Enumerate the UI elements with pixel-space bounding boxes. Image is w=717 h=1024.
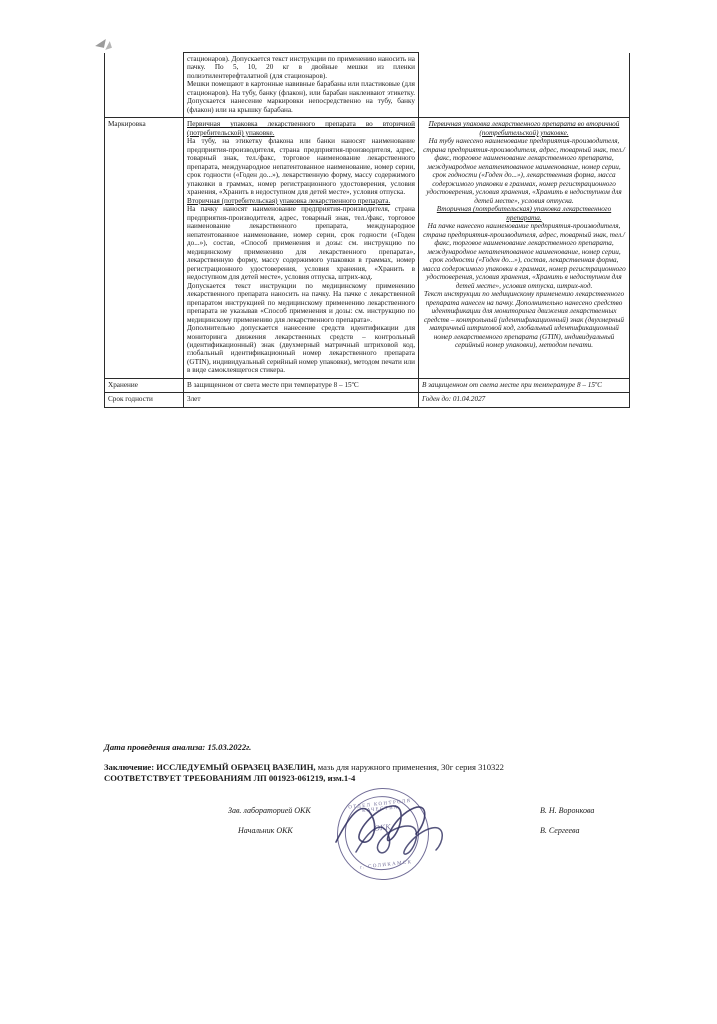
paragraph: На пачке нанесено наименование предприятия-производителя, страна предприятия-производителя, адрес, товарный знак, тел./факс, торговое наименование лекарственного препарата, международное непатентованное наименование, номер серии, срок годности («Годен до...»), состав, лекарственная форма, масса содержимого упаковки в граммах, номер регистрационного удостоверения, условия хранения, «Хранить в недоступном для детей месте», условия отпуска, штрих-код. <box>422 222 626 290</box>
paragraph-heading: Вторичная (потребительская) упаковка лекарственного препарата. <box>187 196 391 205</box>
analysis-date-label: Дата проведения анализа: <box>104 742 206 752</box>
stamp-bottom-text: г. СОЛИКАМСК <box>359 860 413 871</box>
conclusion-block <box>104 762 620 783</box>
paragraph-heading: Первичная упаковка лекарственного препарата во вторичной (потребительской) упаковке. <box>428 120 620 137</box>
paragraph-heading: Первичная упаковка лекарственного препарата во вторичной (потребительской) упаковке. <box>187 120 415 137</box>
row-label-cell: Срок годности <box>105 393 184 407</box>
paragraph: Дополнительно допускается нанесение средств идентификации для мониторинга движения лекарственных средств – контрольный (идентификационный) знак (двухмерный матричный штриховой код, глобальный идентификационный номер лекарственного препарата (GTIN), индивидуальный серийный номер упаковки), методом печати или в виде самоклеящегося стикера. <box>187 324 415 375</box>
table-row <box>105 53 630 118</box>
paragraph: На тубу нанесено наименование предприятия-производителя, страна предприятия-производителя, адрес, товарный знак, тел./факс, торговое наименование лекарственного препарата, международное непатентованное наименование, номер серии, срок годности («Годен до...»), лекарственная форма, масса содержимого упаковки в граммах, номер регистрационного удостоверения, условия хранения, «Хранить в недоступном для детей месте», условия отпуска. <box>423 137 625 205</box>
table-row <box>105 118 630 379</box>
table-row <box>105 393 630 407</box>
paragraph-heading: Вторичная (потребительская) упаковка лекарственного препарата. <box>436 205 612 222</box>
row-result-cell: В защищенном от света месте при температуре 8 – 15ºС <box>419 378 630 392</box>
specification-table <box>104 52 630 408</box>
paragraph: Мешки помещают в картонные навивные барабаны или пластиковые (для стационаров). На тубу, банку (флакон), или барабан наклеивают этикетку. Допускается нанесение маркировки непосредственно на тубу, банку (флакон) или на крышку барабана. <box>187 80 415 114</box>
row-label-cell <box>105 53 184 118</box>
stamp-top-text: ОТДЕЛ КОНТРОЛЯ КАЧЕСТВА <box>348 798 412 815</box>
row-requirement-cell <box>184 118 419 379</box>
analysis-date-value: 15.03.2022г. <box>207 742 252 752</box>
row-result-cell <box>419 118 630 379</box>
row-requirement-cell: В защищенном от света месте при температуре 8 – 15ºС <box>184 378 419 392</box>
table-row <box>105 378 630 392</box>
page-fold-mark-secondary-icon <box>103 41 112 50</box>
row-label-cell: Маркировка <box>105 118 184 379</box>
row-result-cell <box>419 53 630 118</box>
conclusion-requirements: СООТВЕТСТВУЕТ ТРЕБОВАНИЯМ ЛП 001923-061219, изм.1-4 <box>104 772 356 783</box>
paragraph: стационаров). Допускается текст инструкции по применению наносить на пачку. По 5, 10, 20 кг в двойные мешки из пленки полиэтилентерефталатной (для стационаров). <box>187 55 415 80</box>
stamp-center-text: ОКК <box>373 822 391 833</box>
paragraph: На пачку наносят наименование предприятия-производителя, страна предприятия-производителя, адрес, товарный знак, тел./факс, торговое наименование лекарственного препарата, международное непатентованное наименование, номер серии, срок годности («Годен до...»), состав, «Способ применения и дозы: см. инструкцию по медицинскому применению для лекарственного препарата», лекарственную форму, массу содержимого упаковки в граммах, номер регистрационного удостоверения, условия хранения, «Хранить в недоступном для детей месте», условия отпуска, штрих-код. <box>187 205 415 282</box>
signature-name-2: В. Сергеева <box>540 826 580 835</box>
row-requirement-cell: 3лет <box>184 393 419 407</box>
conclusion-sample-rest: мазь для наружного применения, 30г серия 310322 <box>317 762 504 772</box>
signature-name-1: В. Н. Воронкова <box>540 806 595 815</box>
conclusion-sample: ИССЛЕДУЕМЫЙ ОБРАЗЕЦ ВАЗЕЛИН, <box>156 762 316 772</box>
signature-role-2: Начальник ОКК <box>238 826 293 835</box>
signature-role-1: Зав. лабораторией ОКК <box>228 806 311 815</box>
paragraph: На тубу, на этикетку флакона или банки наносят наименование предприятия-производителя, страна предприятия-производителя, адрес, товарный знак, тел./факс, торговое наименование лекарственного препарата, международное непатентованное наименование, номер серии, срок годности («Годен до...»), лекарственную форму, массу содержимого упаковки в граммах, номер регистрационного удостоверения, условия хранения, «Хранить в недоступном для детей месте», условия отпуска. <box>187 137 415 197</box>
conclusion-prefix: Заключение: <box>104 762 155 772</box>
paragraph: Допускается текст инструкции по медицинскому применению лекарственного препарата наносить на пачку. На пачке с лекарственной препаратом инструкцией по медицинскому применению лекарственного препарата не указывав «Способ применения и дозы: см. инструкцию по медицинскому применению для лекарственного препарата». <box>187 281 415 324</box>
quality-control-stamp <box>332 783 433 884</box>
row-label-cell: Хранение <box>105 378 184 392</box>
analysis-date-line <box>104 742 251 752</box>
row-result-cell: Годен до: 01.04.2027 <box>419 393 630 407</box>
row-requirement-cell <box>184 53 419 118</box>
paragraph: Текст инструкции по медицинскому применению лекарственного препарата нанесен на пачку. Дополнительно нанесено средство идентификации для мониторинга движения лекарственных средств – контрольный (идентификационный) знак (двухмерный матричный штриховой код, глобальный идентификационный номер лекарственного препарата (GTIN), индивидуальный серийный номер упаковки), методом печати. <box>423 290 625 349</box>
